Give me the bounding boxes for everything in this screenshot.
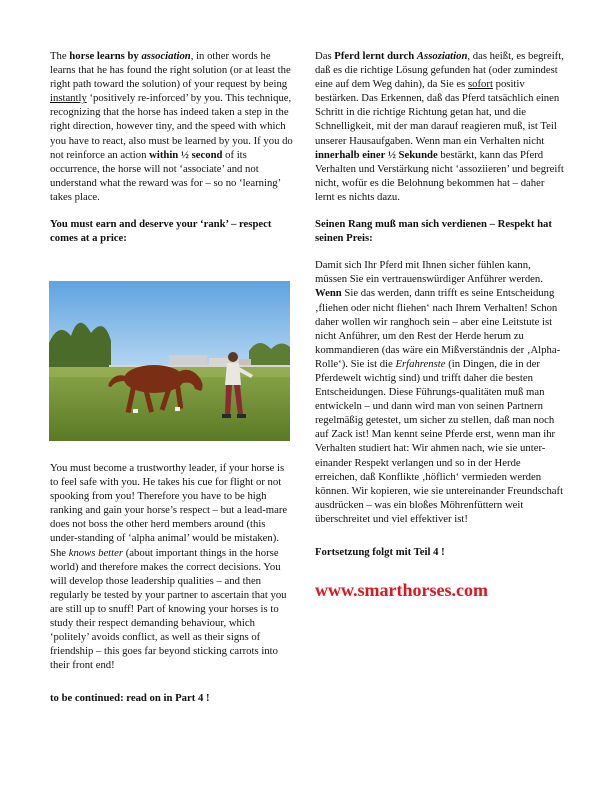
bold-italic-run: association xyxy=(141,50,191,62)
text-run: Das xyxy=(315,50,335,62)
bold-run: within ½ second xyxy=(149,148,223,161)
text-run: (about important things in the horse world) and therefore makes the correct decisions. You will develop those leadership qualities – and then regularly be tested by your partner to ascertain that you are still up to snuff! Part of knowing your horses is to study their respect demanding behaviour, which ‘politely’ avoids conflict, as well as their signs of friendship – this goes far beyond sticking carrots into their front end! xyxy=(50,546,287,672)
text-run: The xyxy=(50,50,70,62)
text-run: Sie das werden, dann trifft es seine Entscheidung ‚fliehen oder nicht fliehen‘ nach Ihrem Verhalten! Schon daher wollen wir ranghoch sein – aber eine Leitstute ist nicht Anführer, um den Rest der Herde herum zu kommandieren (das wäre ein Mißverständnis der ‚Alpha-Rolle‘). Sie ist die xyxy=(315,287,561,370)
website-link[interactable]: www.smarthorses.com xyxy=(315,580,488,601)
text-run: bestärkt, kann das Pferd Verhalten und Verstärkung nicht ‘assoziieren’ und begreift nicht, wofür es die Belohnung bekommen hat – daher lernt es nichts dazu. xyxy=(315,148,564,203)
bold-run: Wenn xyxy=(315,287,342,300)
bold-run: Pferd lernt durch xyxy=(334,50,417,62)
underlined-run: sofort xyxy=(467,78,493,91)
body-paragraph-de xyxy=(315,258,565,526)
text-run: positiv bestärken. Das Erkennen, daß das Pferd tatsächlich einen Schritt in die richtige Richtung getan hat, und die Schnelligkeit, mit der man darauf reagieren muß, ist Teil unserer Hausaufgaben. Wenn man ein Verhalten nicht xyxy=(315,78,560,147)
horse-photo xyxy=(49,281,290,441)
text-run: , in other words he learns that he has found the right solution (or at least the right path toward the solution) of your request by being xyxy=(50,50,291,91)
bold-run: horse learns by xyxy=(69,50,142,62)
continued-notice-de: Fortsetzung folgt mit Teil 4 ! xyxy=(315,546,445,558)
underlined-run: instantly xyxy=(50,92,87,105)
intro-paragraph-de xyxy=(315,49,565,204)
continued-notice-en: to be continued: read on in Part 4 ! xyxy=(50,692,210,705)
section-heading-de: Seinen Rang muß man sich verdienen – Respekt hat seinen Preis: xyxy=(315,218,552,245)
bold-italic-run: Assoziation xyxy=(416,50,468,62)
text-run: of its occurrence, the horse will not ‘associate’ and not understand what the reward was for – so no ‘learning’ takes place. xyxy=(50,148,281,203)
german-column xyxy=(315,49,565,601)
italic-run: knows better xyxy=(68,546,124,559)
bold-run: innerhalb einer ½ Sekunde xyxy=(315,148,438,161)
text-run: Damit sich Ihr Pferd mit Ihnen sicher fühlen kann, müssen Sie ein vertrauenswürdiger Anführer werden. xyxy=(315,259,543,286)
text-run: ‘positively re-inforced’ by you. This technique, recognizing that the horse has indeed taken a step in the right direction, however tiny, and the speed with which you have to react, also must be learned by you. If you do not reinforce an action xyxy=(50,92,293,161)
english-column-lower xyxy=(50,461,294,706)
english-column xyxy=(50,49,294,245)
intro-paragraph-en xyxy=(50,49,294,204)
body-paragraph-en xyxy=(50,461,294,672)
italic-run: Erfahrenste xyxy=(395,357,446,370)
section-heading-en: You must earn and deserve your ‘rank’ – respect comes at a price: xyxy=(50,218,272,245)
text-run: , das heißt, es begreift, daß es die richtige Lösung gefunden hat (oder zumindest eine auf dem Weg dahin), da Sie es xyxy=(315,50,564,91)
text-run: (in Dingen, die in der Pferdewelt wichtig sind) und trifft daher die besten Entscheidungen. Diese Führungs-qualitäten muß man entwickeln – und dann wird man von seinen Partnern regelmäßig getestet, um sicher zu stellen, daß man noch auf Zack ist! Man kennt seine Pferde erst, wenn man ihr Verhalten studiert hat: Wir ahmen nach, wie sie unter-einander Respekt verlangen und so in der Herde erreichen, daß Konflikte ‚höflich‘ vermieden werden können. Wir kopieren, wie sie untereinander Freundschaft ausdrücken – was ein bloßes Möhrenfüttern weit überschreitet und viel effektiver ist! xyxy=(315,357,564,525)
text-run: You must become a trustworthy leader, if your horse is to feel safe with you. He takes his cue for flight or not spooking from you! Therefore you have to be high ranking and gain your horse’s respect – but a lead-mare does not boss the other herd members around (this under-standing of ‘alpha animal’ would be mistaken). She xyxy=(50,462,288,559)
